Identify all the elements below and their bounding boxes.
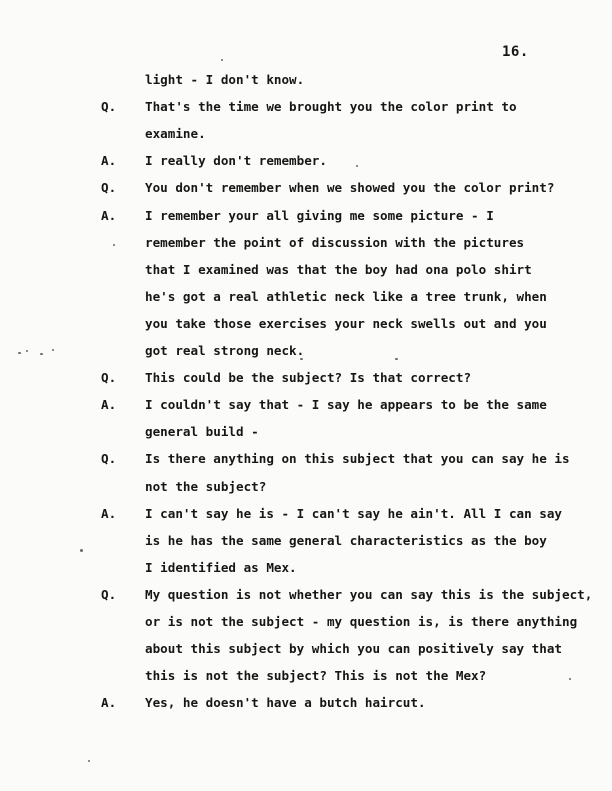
line-text: This could be the subject? Is that correct?: [145, 370, 472, 386]
line-text: this is not the subject? This is not the Mex?: [145, 668, 487, 684]
line-text: light - I don't know.: [145, 72, 305, 87]
transcript-line: [0, 529, 612, 553]
line-text: My question is not whether you can say this is the subject,: [145, 586, 593, 602]
line-text: I remember your all giving me some picture - I: [145, 207, 494, 223]
speaker-label: Q.: [101, 370, 117, 386]
line-text: got real strong neck.: [145, 343, 305, 358]
line-text: I can't say he is - I can't say he ain't. All I can say: [145, 505, 563, 521]
speaker-label: A.: [101, 397, 117, 413]
line-text: not the subject?: [145, 478, 267, 494]
scan-speck: [18, 352, 21, 354]
transcript-line: [0, 502, 612, 526]
line-text: You don't remember when we showed you the color print?: [145, 180, 555, 196]
speaker-label: A.: [101, 505, 117, 521]
transcript-line: [0, 95, 612, 119]
transcript-line: [0, 176, 612, 200]
line-text: about this subject by which you can positively say that: [145, 641, 563, 657]
scan-speck: [569, 678, 571, 680]
scan-speck: [356, 165, 358, 167]
line-text: That's the time we brought you the color print to: [145, 99, 517, 115]
transcript-line: [0, 664, 612, 688]
line-text: that I examined was that the boy had ona polo shirt: [145, 261, 532, 277]
scan-speck: [80, 549, 83, 552]
scan-speck: [221, 59, 223, 61]
line-text: is he has the same general characteristics as the boy: [145, 532, 547, 548]
transcript-line: [0, 583, 612, 607]
line-text: you take those exercises your neck swells out and you: [145, 315, 547, 331]
line-text: general build -: [145, 424, 259, 440]
scan-speck: [300, 358, 303, 360]
speaker-label: Q.: [101, 451, 117, 467]
transcript-line: [0, 556, 612, 580]
transcript-line: [0, 475, 612, 499]
speaker-label: A.: [101, 207, 117, 223]
speaker-label: A.: [101, 695, 117, 711]
transcript-line: [0, 420, 612, 444]
line-text: or is not the subject - my question is, is there anything: [145, 614, 578, 629]
page-number: 16.: [502, 44, 529, 60]
scan-speck: [395, 358, 398, 360]
transcript-line: [0, 68, 612, 92]
line-text: examine.: [145, 126, 206, 142]
transcript-line: [0, 204, 612, 228]
transcript-line: [0, 393, 612, 417]
transcript-line: [0, 258, 612, 282]
line-text: Yes, he doesn't have a butch haircut.: [145, 695, 426, 711]
scan-speck: [113, 244, 115, 246]
line-text: I couldn't say that - I say he appears to be the same: [145, 397, 547, 413]
line-text: I identified as Mex.: [145, 559, 297, 575]
transcript-line: [0, 366, 612, 390]
transcript-line: [0, 231, 612, 255]
scan-speck: [40, 353, 43, 355]
line-text: remember the point of discussion with the pictures: [145, 234, 525, 250]
transcript-line: [0, 637, 612, 661]
speaker-label: Q.: [101, 99, 117, 115]
line-text: Is there anything on this subject that you can say he is: [145, 451, 570, 467]
transcript-line: [0, 122, 612, 146]
line-text: I really don't remember.: [145, 153, 327, 169]
line-text: he's got a real athletic neck like a tree trunk, when: [145, 288, 547, 304]
transcript-line: [0, 691, 612, 715]
speaker-label: Q.: [101, 180, 117, 196]
speaker-label: A.: [101, 153, 117, 169]
speaker-label: Q.: [101, 586, 117, 602]
transcript-line: [0, 339, 612, 363]
transcript-line: [0, 149, 612, 173]
transcript-line: [0, 447, 612, 471]
transcript-line: [0, 312, 612, 336]
scan-speck: [26, 350, 28, 352]
scan-speck: [52, 349, 54, 351]
transcript-line: [0, 610, 612, 634]
transcript-line: [0, 285, 612, 309]
scan-speck: [88, 760, 90, 762]
